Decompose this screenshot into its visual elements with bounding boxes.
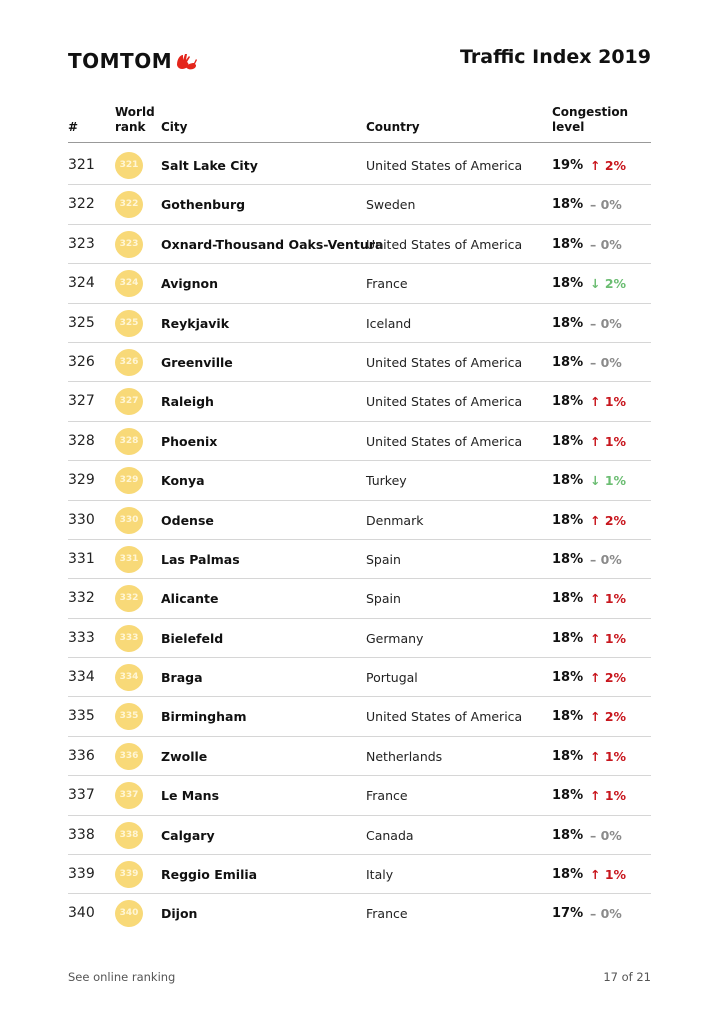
congestion-level: 18%: [552, 867, 584, 883]
country-name: France: [366, 906, 408, 922]
page-number: 17 of 21: [603, 970, 651, 984]
row-number: 333: [68, 629, 95, 646]
world-rank-value: 324: [115, 270, 143, 297]
world-rank-badge: [115, 231, 143, 258]
world-rank-badge: [115, 782, 143, 809]
city-name: Odense: [161, 512, 214, 528]
row-number: 335: [68, 708, 95, 725]
world-rank-value: 331: [115, 546, 143, 573]
congestion-level: 18%: [552, 551, 584, 567]
congestion-level: 18%: [552, 709, 584, 725]
col-header-city: City: [161, 120, 188, 134]
city-name: Greenville: [161, 354, 233, 370]
col-header-num: #: [68, 120, 79, 134]
table-row: [68, 579, 651, 618]
world-rank-value: 325: [115, 310, 143, 337]
country-name: Portugal: [366, 670, 418, 686]
world-rank-value: 333: [115, 625, 143, 652]
congestion-change: – 0%: [590, 551, 622, 567]
table-row: [68, 540, 651, 579]
world-rank-badge: [115, 270, 143, 297]
congestion-change: ↓ 1%: [590, 473, 627, 489]
congestion-level: 18%: [552, 670, 584, 686]
city-name: Dijon: [161, 906, 198, 922]
world-rank-badge: [115, 388, 143, 415]
country-name: United States of America: [366, 709, 523, 725]
country-name: France: [366, 788, 408, 804]
country-name: Turkey: [366, 473, 407, 489]
congestion-change: – 0%: [590, 236, 622, 252]
world-rank-value: 321: [115, 152, 143, 179]
table-row: [68, 501, 651, 540]
country-name: France: [366, 276, 408, 292]
world-rank-value: 339: [115, 861, 143, 888]
country-name: Germany: [366, 630, 424, 646]
row-number: 332: [68, 590, 95, 607]
row-number: 330: [68, 511, 95, 528]
world-rank-badge: [115, 822, 143, 849]
congestion-change: ↑ 1%: [590, 788, 627, 804]
congestion-change: – 0%: [590, 906, 622, 922]
table-row: [68, 658, 651, 697]
table-row: [68, 343, 651, 382]
row-number: 327: [68, 393, 95, 410]
congestion-change: ↓ 2%: [590, 276, 627, 292]
world-rank-badge: [115, 703, 143, 730]
table-row: [68, 619, 651, 658]
row-number: 322: [68, 196, 95, 213]
congestion-change: ↑ 2%: [590, 512, 627, 528]
city-name: Phoenix: [161, 433, 218, 449]
world-rank-value: 336: [115, 743, 143, 770]
logo-hands-icon: [174, 51, 198, 71]
world-rank-value: 329: [115, 467, 143, 494]
city-name: Salt Lake City: [161, 158, 258, 173]
congestion-level: 18%: [552, 236, 584, 252]
country-name: United States of America: [366, 394, 523, 410]
congestion-change: – 0%: [590, 827, 622, 843]
world-rank-value: 337: [115, 782, 143, 809]
congestion-level: 18%: [552, 827, 584, 843]
city-name: Birmingham: [161, 709, 247, 725]
row-number: 328: [68, 432, 95, 449]
row-number: 338: [68, 826, 95, 843]
congestion-level: 18%: [552, 788, 584, 804]
world-rank-badge: [115, 349, 143, 376]
row-number: 326: [68, 353, 95, 370]
world-rank-badge: [115, 625, 143, 652]
congestion-level: 18%: [552, 354, 584, 370]
row-number: 336: [68, 747, 95, 764]
country-name: Canada: [366, 827, 414, 843]
table-header: [68, 105, 651, 143]
city-name: Avignon: [161, 276, 218, 292]
country-name: United States of America: [366, 236, 523, 252]
congestion-change: ↑ 2%: [590, 158, 627, 173]
table-row: [68, 461, 651, 500]
country-name: Iceland: [366, 315, 412, 331]
page-header: [68, 44, 651, 78]
congestion-change: ↑ 1%: [590, 630, 627, 646]
city-name: Konya: [161, 473, 205, 489]
congestion-level: 18%: [552, 748, 584, 764]
congestion-level: 18%: [552, 630, 584, 646]
country-name: United States of America: [366, 158, 523, 173]
city-name: Reykjavik: [161, 315, 230, 331]
table-row: [68, 382, 651, 421]
city-name: Braga: [161, 670, 203, 686]
congestion-change: – 0%: [590, 197, 622, 213]
col-header-congestion: Congestion level: [552, 105, 629, 134]
row-number: 321: [68, 157, 95, 173]
tomtom-logo: [68, 49, 198, 73]
world-rank-badge: [115, 861, 143, 888]
congestion-level: 18%: [552, 276, 584, 292]
world-rank-value: 328: [115, 428, 143, 455]
country-name: Sweden: [366, 197, 416, 213]
congestion-change: ↑ 1%: [590, 867, 627, 883]
table-row: [68, 185, 651, 224]
country-name: Italy: [366, 867, 394, 883]
world-rank-badge: [115, 191, 143, 218]
world-rank-badge: [115, 467, 143, 494]
city-name: Las Palmas: [161, 551, 240, 567]
world-rank-badge: [115, 428, 143, 455]
row-number: 324: [68, 275, 95, 292]
congestion-level: 18%: [552, 197, 584, 213]
congestion-level: 19%: [552, 158, 584, 173]
world-rank-badge: [115, 900, 143, 927]
world-rank-value: 338: [115, 822, 143, 849]
congestion-change: ↑ 1%: [590, 748, 627, 764]
congestion-level: 18%: [552, 433, 584, 449]
world-rank-badge: [115, 585, 143, 612]
document-title: Traffic Index 2019: [460, 46, 651, 68]
congestion-change: ↑ 1%: [590, 433, 627, 449]
online-ranking-link[interactable]: See online ranking: [68, 970, 176, 984]
table-row: [68, 737, 651, 776]
country-name: Spain: [366, 551, 401, 567]
congestion-level: 18%: [552, 473, 584, 489]
world-rank-value: 326: [115, 349, 143, 376]
world-rank-value: 322: [115, 191, 143, 218]
country-name: United States of America: [366, 354, 523, 370]
row-number: 325: [68, 314, 95, 331]
world-rank-badge: [115, 507, 143, 534]
congestion-level: 18%: [552, 394, 584, 410]
world-rank-badge: [115, 743, 143, 770]
city-name: Alicante: [161, 591, 219, 607]
row-number: 337: [68, 787, 95, 804]
row-number: 331: [68, 550, 95, 567]
city-name: Le Mans: [161, 788, 220, 804]
row-number: 329: [68, 472, 95, 489]
city-name: Calgary: [161, 827, 215, 843]
world-rank-badge: [115, 546, 143, 573]
table-row: [68, 776, 651, 815]
country-name: Netherlands: [366, 748, 443, 764]
row-number: 334: [68, 669, 95, 686]
table-row: [68, 816, 651, 855]
table-row: [68, 146, 651, 185]
congestion-level: 18%: [552, 315, 584, 331]
world-rank-value: 330: [115, 507, 143, 534]
col-header-world-rank: World rank: [115, 105, 155, 134]
congestion-change: ↑ 2%: [590, 709, 627, 725]
world-rank-value: 334: [115, 664, 143, 691]
congestion-level: 18%: [552, 512, 584, 528]
congestion-change: ↑ 1%: [590, 591, 627, 607]
ranking-table: [68, 146, 651, 934]
city-name: Raleigh: [161, 394, 214, 410]
city-name: Oxnard-Thousand Oaks-Ventura: [161, 236, 384, 252]
table-row: [68, 422, 651, 461]
city-name: Reggio Emilia: [161, 867, 258, 883]
city-name: Gothenburg: [161, 197, 246, 213]
world-rank-value: 327: [115, 388, 143, 415]
congestion-change: – 0%: [590, 315, 622, 331]
row-number: 340: [68, 905, 95, 922]
logo-wordmark: TOMTOM: [68, 49, 173, 73]
country-name: Spain: [366, 591, 401, 607]
city-name: Bielefeld: [161, 630, 224, 646]
world-rank-badge: [115, 664, 143, 691]
table-row: [68, 697, 651, 736]
congestion-change: – 0%: [590, 354, 622, 370]
world-rank-badge: [115, 310, 143, 337]
world-rank-value: 323: [115, 231, 143, 258]
row-number: 323: [68, 235, 95, 252]
table-row: [68, 304, 651, 343]
page-footer: [68, 970, 651, 988]
table-row: [68, 855, 651, 894]
country-name: Denmark: [366, 512, 424, 528]
congestion-level: 17%: [552, 906, 584, 922]
city-name: Zwolle: [161, 748, 208, 764]
congestion-change: ↑ 1%: [590, 394, 627, 410]
world-rank-value: 335: [115, 703, 143, 730]
table-row: [68, 894, 651, 933]
world-rank-badge: [115, 152, 143, 179]
world-rank-value: 340: [115, 900, 143, 927]
congestion-level: 18%: [552, 591, 584, 607]
country-name: United States of America: [366, 433, 523, 449]
row-number: 339: [68, 866, 95, 883]
congestion-change: ↑ 2%: [590, 670, 627, 686]
col-header-country: Country: [366, 120, 420, 134]
table-row: [68, 264, 651, 303]
table-row: [68, 225, 651, 264]
world-rank-value: 332: [115, 585, 143, 612]
